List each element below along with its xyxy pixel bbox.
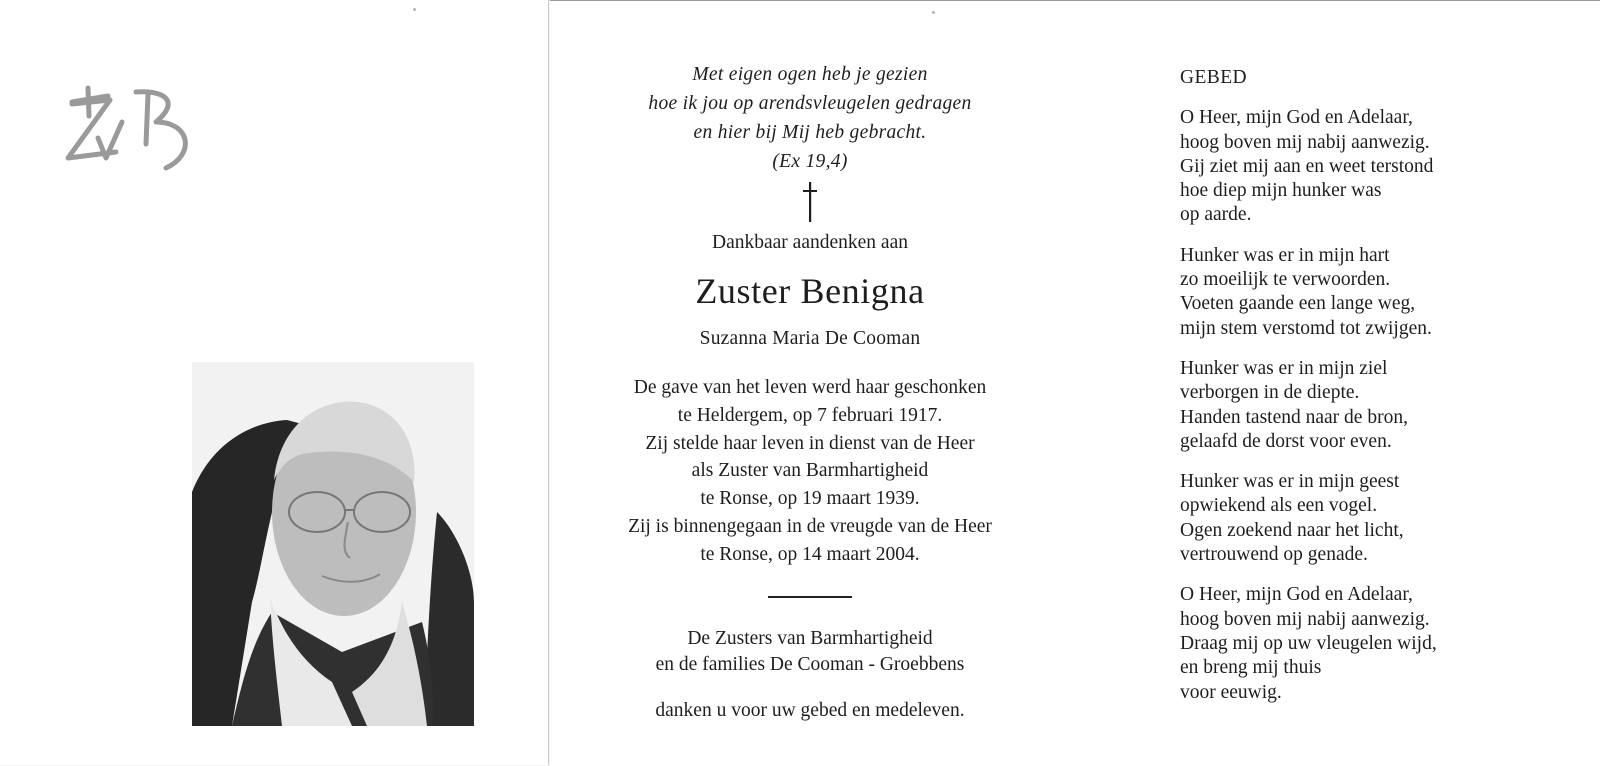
divider <box>768 596 852 598</box>
prayer-line: O Heer, mijn God en Adelaar, <box>1180 584 1413 606</box>
verse-line: en hier bij Mij heb gebracht. <box>693 122 927 143</box>
bible-verse <box>580 60 1040 176</box>
bio-line: te Heldergem, op 7 februari 1917. <box>677 404 943 426</box>
portrait-photo <box>192 362 474 726</box>
prayer-stanza <box>1180 106 1580 227</box>
prayer-stanza <box>1180 244 1580 341</box>
prayer-stanza <box>1180 470 1580 567</box>
prayer-stanza <box>1180 357 1580 454</box>
bio-line: Zij is binnengegaan in de vreugde van de Heer <box>628 515 992 537</box>
prayer-line: Gij ziet mij aan en weet terstond <box>1180 155 1434 177</box>
prayer-line: Hunker was er in mijn hart <box>1180 244 1390 266</box>
bio-line: Zij stelde haar leven in dienst van de Heer <box>645 432 975 454</box>
prayer-line: Hunker was er in mijn ziel <box>1180 357 1388 379</box>
deceased-name: Zuster Benigna <box>695 271 925 311</box>
cross-icon <box>800 182 820 222</box>
bio-line: te Ronse, op 19 maart 1939. <box>700 488 920 510</box>
bio-line: te Ronse, op 14 maart 2004. <box>700 543 920 565</box>
prayer-title: GEBED <box>1180 67 1247 88</box>
prayer-line: Draag mij op uw vleugelen wijd, <box>1180 632 1437 654</box>
prayer-line: O Heer, mijn God en Adelaar, <box>1180 107 1413 129</box>
prayer-line: Ogen zoekend naar het licht, <box>1180 519 1404 541</box>
prayer-stanza <box>1180 583 1580 704</box>
prayer-line: mijn stem verstomd tot zwijgen. <box>1180 317 1432 339</box>
prayer-line: vertrouwend op genade. <box>1180 544 1368 566</box>
prayer-line: zo moeilijk te verwoorden. <box>1180 269 1391 291</box>
prayer-line: Voeten gaande een lange weg, <box>1180 293 1416 315</box>
paper-speck <box>413 8 416 11</box>
prayer-line: op aarde. <box>1180 204 1252 226</box>
prayer-column <box>1180 66 1580 705</box>
signatory-line: De Zusters van Barmhartigheid <box>687 627 933 649</box>
prayer-line: voor eeuwig. <box>1180 681 1282 703</box>
prayer-line: hoog boven mij nabij aanwezig. <box>1180 131 1430 153</box>
prayer-line: Handen tastend naar de bron, <box>1180 406 1408 428</box>
signatory-line: en de families De Cooman - Groebbens <box>655 653 965 675</box>
thanks-line: danken u voor uw gebed en medeleven. <box>655 699 965 721</box>
bio-line: als Zuster van Barmhartigheid <box>691 460 929 482</box>
prayer-line: en breng mij thuis <box>1180 657 1322 679</box>
prayer-line: verborgen in de diepte. <box>1180 382 1360 404</box>
verse-line: Met eigen ogen heb je gezien <box>692 64 928 85</box>
prayer-line: hoe diep mijn hunker was <box>1180 180 1382 202</box>
prayer-line: gelaafd de dorst voor even. <box>1180 430 1392 452</box>
paper-speck <box>932 11 935 14</box>
verse-reference: (Ex 19,4) <box>772 151 848 172</box>
portrait-image <box>192 362 474 726</box>
deceased-full-name: Suzanna Maria De Cooman <box>699 328 921 349</box>
prayer-line: hoog boven mij nabij aanwezig. <box>1180 608 1430 630</box>
memorial-text-column <box>580 60 1040 724</box>
memorial-intro: Dankbaar aandenken aan <box>712 232 908 253</box>
biography <box>580 374 1040 569</box>
prayer-line: Hunker was er in mijn geest <box>1180 471 1400 493</box>
prayer-line: opwiekend als een vogel. <box>1180 495 1378 517</box>
handwritten-initials-mark <box>58 82 198 182</box>
signatories <box>580 626 1040 678</box>
bio-line: De gave van het leven werd haar geschonken <box>633 377 987 398</box>
card-back-panel <box>0 0 549 765</box>
verse-line: hoe ik jou op arendsvleugelen gedragen <box>648 93 972 114</box>
